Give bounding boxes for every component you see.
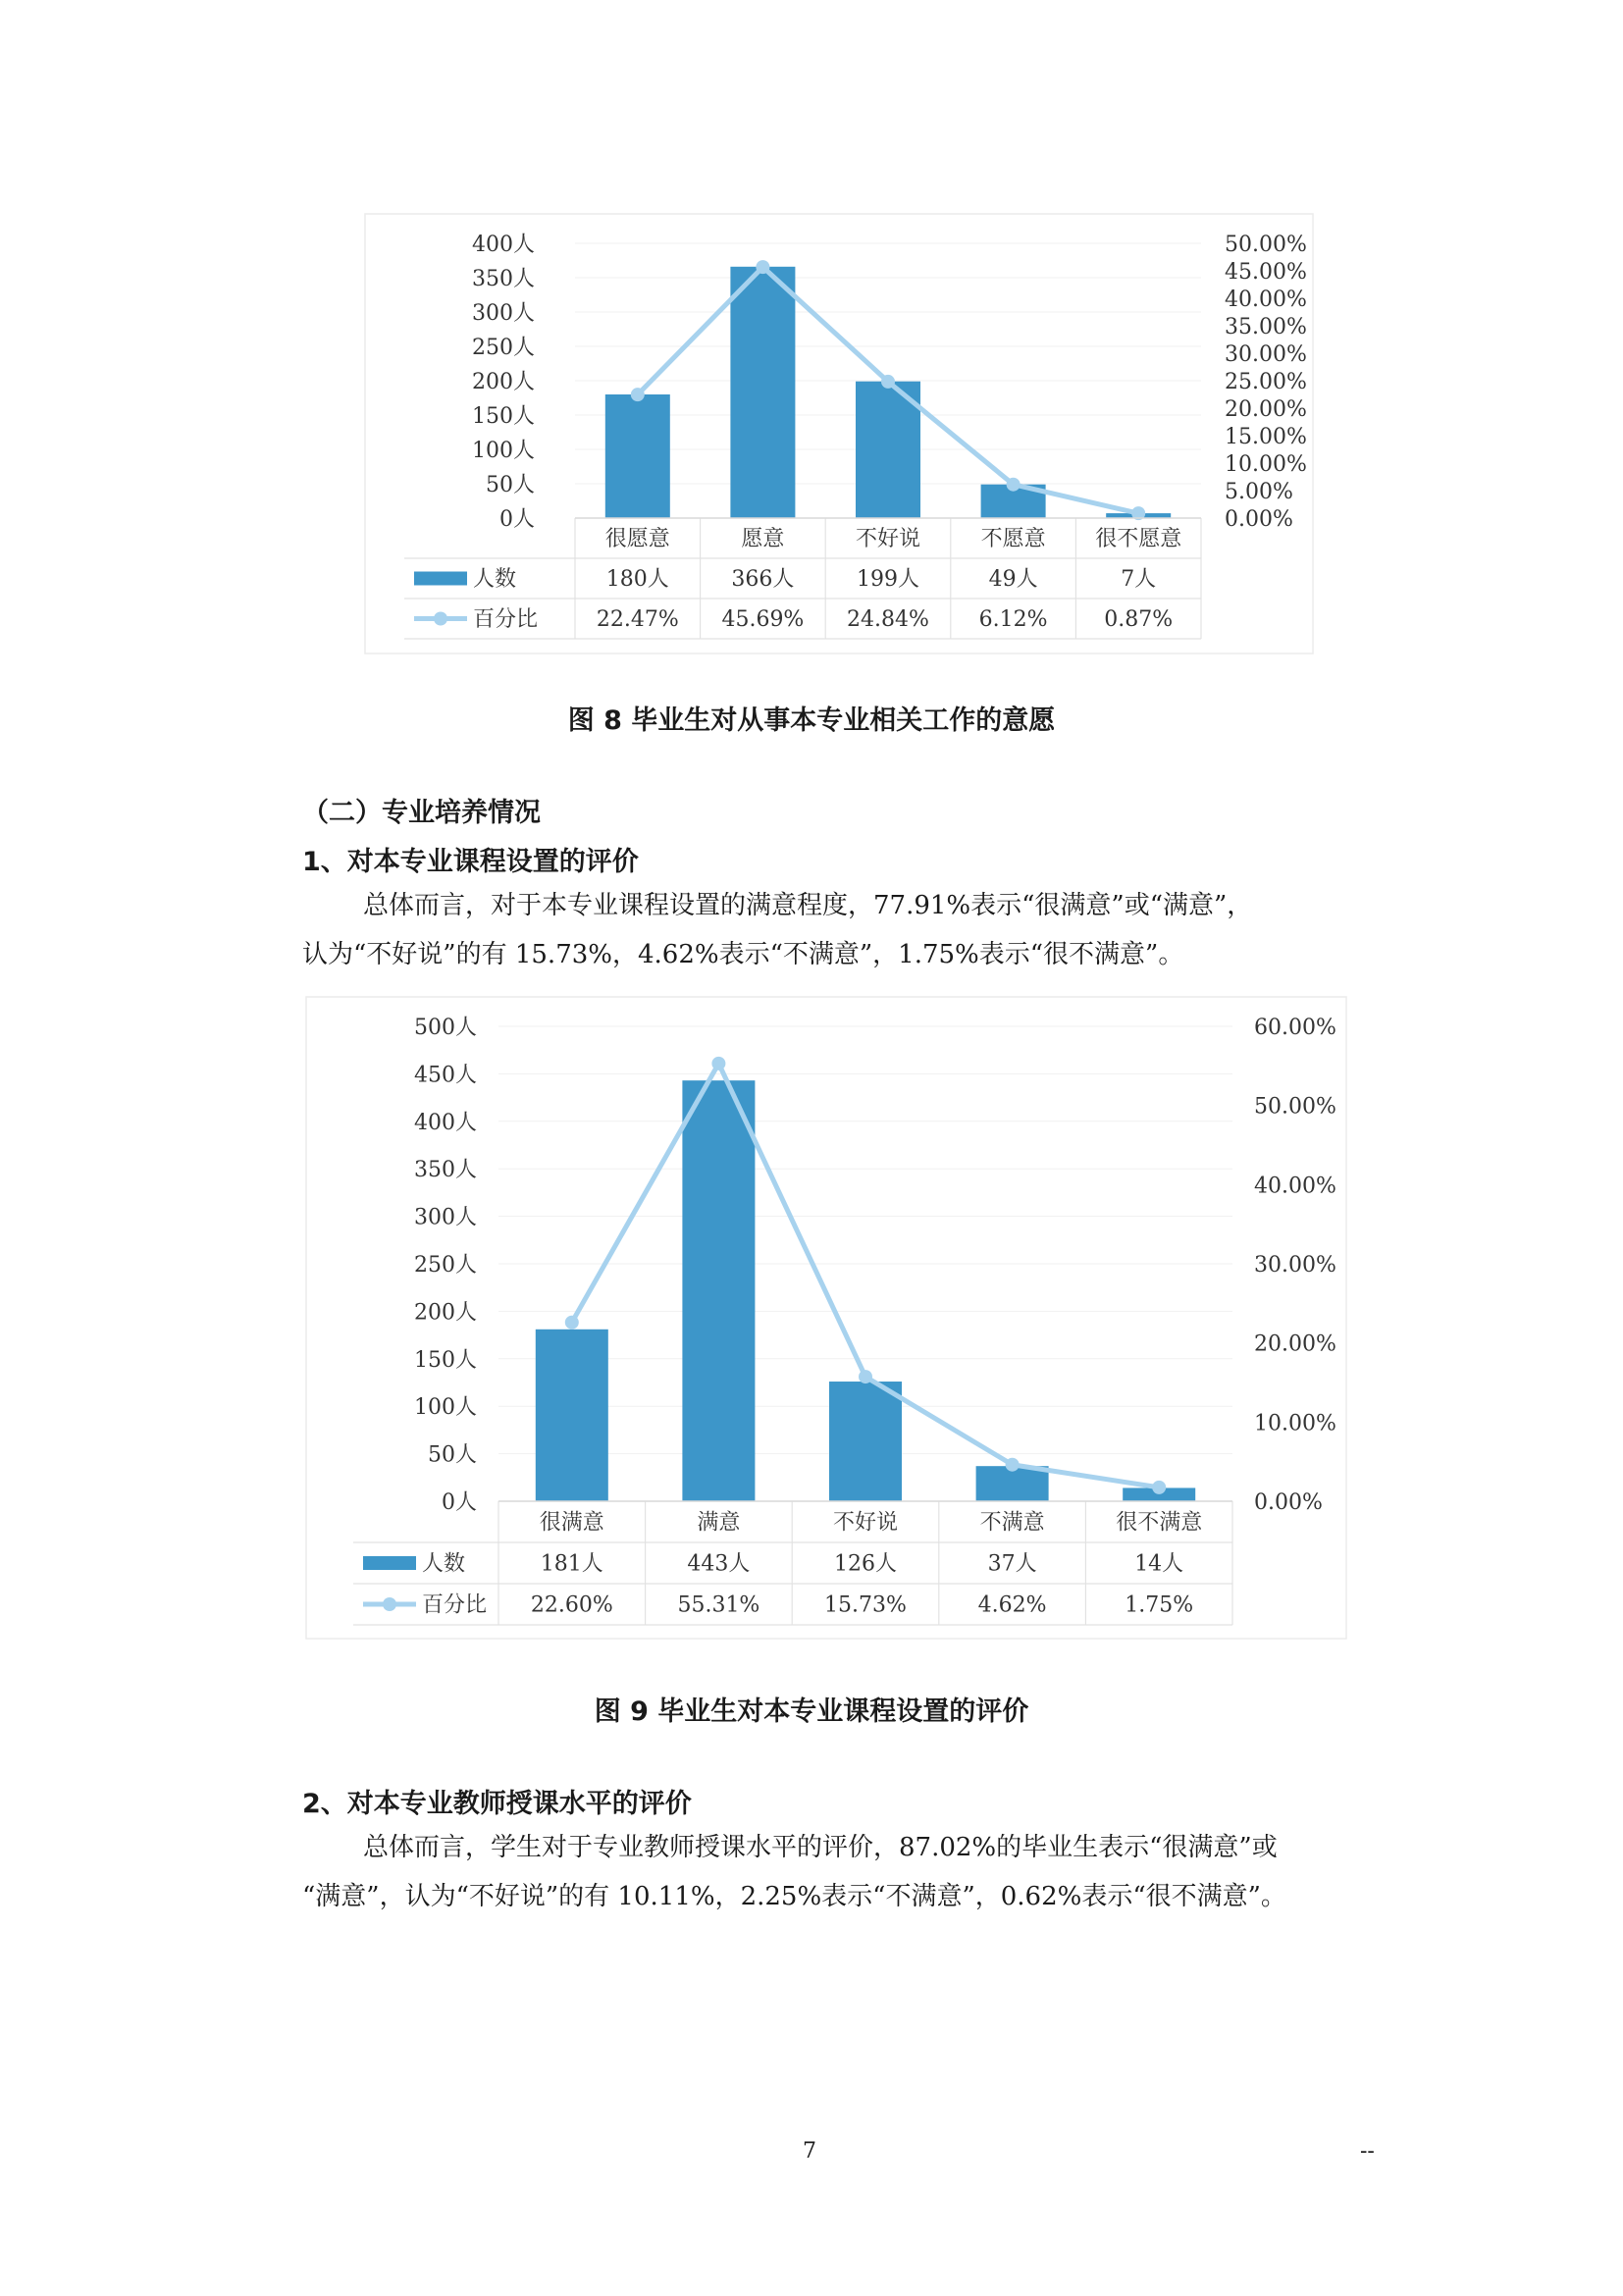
chart1-left-tick: 350人 bbox=[472, 267, 535, 291]
chart1-left-tick: 400人 bbox=[472, 233, 535, 257]
chart2-count-label: 443人 bbox=[687, 1551, 751, 1577]
chart2-percent-label: 22.60% bbox=[530, 1592, 613, 1618]
chart1-percent-label: 22.47% bbox=[596, 606, 679, 632]
paragraph-2-line-2: “满意”，认为“不好说”的有 10.11%，2.25%表示“不满意”，0.62%表示“很不满意”。 bbox=[302, 1882, 1286, 1911]
chart1-right-tick: 25.00% bbox=[1225, 370, 1307, 394]
chart2-category-label: 不满意 bbox=[979, 1510, 1045, 1536]
chart2-bar bbox=[682, 1080, 755, 1501]
chart2-right-tick: 50.00% bbox=[1254, 1094, 1336, 1120]
chart2-percent-label: 15.73% bbox=[824, 1592, 907, 1618]
chart1-right-tick: 30.00% bbox=[1225, 342, 1307, 367]
chart2-right-tick: 0.00% bbox=[1254, 1490, 1323, 1515]
chart2-percent-label: 55.31% bbox=[677, 1592, 760, 1618]
chart2-legend-line-marker bbox=[383, 1597, 396, 1611]
chart2-category-label: 很不满意 bbox=[1116, 1510, 1203, 1536]
chart2-legend-bar-key bbox=[363, 1556, 416, 1570]
chart2-left-tick: 200人 bbox=[414, 1300, 477, 1326]
chart1-right-tick: 0.00% bbox=[1225, 507, 1293, 532]
chart1-left-tick: 0人 bbox=[499, 507, 535, 532]
chart1-right-tick: 20.00% bbox=[1225, 397, 1307, 422]
chart1-left-tick: 100人 bbox=[472, 439, 535, 463]
chart2-legend-line-name: 百分比 bbox=[422, 1592, 488, 1618]
corner-mark: -- bbox=[1360, 2139, 1375, 2164]
chart2-line-point bbox=[859, 1370, 872, 1383]
chart2-line-point bbox=[711, 1057, 725, 1070]
chart1-count-label: 49人 bbox=[988, 566, 1038, 592]
chart2-left-tick: 300人 bbox=[414, 1205, 477, 1230]
chart2-right-tick: 40.00% bbox=[1254, 1174, 1336, 1199]
section-heading: （二）专业培养情况 bbox=[302, 798, 541, 828]
chart1-percent-label: 6.12% bbox=[978, 606, 1048, 632]
chart2-left-tick: 100人 bbox=[414, 1395, 477, 1421]
chart1-left-tick: 50人 bbox=[486, 473, 535, 497]
chart2-left-tick: 400人 bbox=[414, 1110, 477, 1135]
chart1-right-tick: 5.00% bbox=[1225, 480, 1293, 504]
chart2-count-label: 37人 bbox=[987, 1551, 1037, 1577]
chart1-percent-label: 0.87% bbox=[1104, 606, 1174, 632]
chart1-count-label: 199人 bbox=[857, 566, 919, 592]
chart2-left-tick: 150人 bbox=[414, 1347, 477, 1373]
chart2-right-tick: 10.00% bbox=[1254, 1411, 1336, 1436]
chart1-right-tick: 40.00% bbox=[1225, 287, 1307, 312]
chart2-percent-label: 1.75% bbox=[1125, 1592, 1194, 1618]
chart2-percent-label: 4.62% bbox=[977, 1592, 1047, 1618]
chart1-category-label: 很不愿意 bbox=[1095, 526, 1182, 551]
chart2-left-tick: 50人 bbox=[428, 1442, 477, 1468]
chart2-left-tick: 0人 bbox=[442, 1490, 477, 1515]
chart2-line-point bbox=[1152, 1481, 1166, 1494]
chart2-left-tick: 350人 bbox=[414, 1158, 477, 1183]
chart2-count-label: 181人 bbox=[540, 1551, 603, 1577]
chart1-category-label: 愿意 bbox=[741, 526, 785, 551]
figure-caption-8: 图 8 毕业生对从事本专业相关工作的意愿 bbox=[567, 705, 1056, 736]
chart1-left-tick: 250人 bbox=[472, 336, 535, 360]
chart2-bar bbox=[829, 1382, 902, 1501]
page-number: 7 bbox=[803, 2139, 816, 2164]
chart2-line-point bbox=[565, 1316, 579, 1330]
chart2-line-point bbox=[1006, 1458, 1020, 1472]
chart2-left-tick: 250人 bbox=[414, 1253, 477, 1278]
chart1-count-label: 7人 bbox=[1121, 566, 1157, 592]
chart1-category-label: 很愿意 bbox=[604, 526, 670, 551]
chart1-count-label: 180人 bbox=[605, 566, 669, 592]
chart1-right-tick: 15.00% bbox=[1225, 425, 1307, 449]
chart2-legend-bar-name: 人数 bbox=[422, 1551, 466, 1577]
chart1-legend-bar-name: 人数 bbox=[473, 566, 517, 592]
chart1-right-tick: 50.00% bbox=[1225, 233, 1307, 257]
chart2-right-tick: 30.00% bbox=[1254, 1253, 1336, 1278]
chart1-category-label: 不好说 bbox=[855, 526, 921, 551]
chart2-category-label: 不好说 bbox=[832, 1510, 899, 1536]
subsection-heading-1: 1、对本专业课程设置的评价 bbox=[302, 847, 639, 877]
paragraph-1-line-1: 总体而言，对于本专业课程设置的满意程度，77.91%表示“很满意”或“满意”， bbox=[363, 891, 1253, 920]
chart2-category-label: 满意 bbox=[697, 1510, 741, 1536]
chart1-category-label: 不愿意 bbox=[980, 526, 1046, 551]
paragraph-2-line-1: 总体而言，学生对于专业教师授课水平的评价，87.02%的毕业生表示“很满意”或 bbox=[363, 1833, 1278, 1862]
figure-caption-9: 图 9 毕业生对本专业课程设置的评价 bbox=[594, 1696, 1029, 1727]
chart2-category-label: 很满意 bbox=[539, 1510, 604, 1536]
chart1-right-tick: 10.00% bbox=[1225, 452, 1307, 477]
chart2-bar bbox=[536, 1330, 608, 1501]
chart1-right-tick: 35.00% bbox=[1225, 315, 1307, 339]
chart1-left-tick: 300人 bbox=[472, 301, 535, 326]
chart1-left-tick: 200人 bbox=[472, 370, 535, 394]
subsection-heading-2: 2、对本专业教师授课水平的评价 bbox=[302, 1789, 692, 1819]
chart1-right-tick: 45.00% bbox=[1225, 260, 1307, 285]
chart1-legend-line-name: 百分比 bbox=[473, 606, 539, 632]
chart1-percent-label: 24.84% bbox=[847, 606, 929, 632]
chart2-count-label: 14人 bbox=[1134, 1551, 1184, 1577]
chart1-percent-label: 45.69% bbox=[721, 606, 805, 632]
chart1-count-label: 366人 bbox=[731, 566, 795, 592]
chart2-right-tick: 20.00% bbox=[1254, 1331, 1336, 1357]
chart2-right-tick: 60.00% bbox=[1254, 1016, 1336, 1040]
chart1-left-tick: 150人 bbox=[472, 404, 535, 429]
paragraph-1-line-2: 认为“不好说”的有 15.73%，4.62%表示“不满意”，1.75%表示“很不满意”。 bbox=[302, 940, 1184, 969]
chart2-left-tick: 450人 bbox=[414, 1063, 477, 1088]
chart2-left-tick: 500人 bbox=[414, 1016, 477, 1040]
chart2-count-label: 126人 bbox=[834, 1551, 897, 1577]
